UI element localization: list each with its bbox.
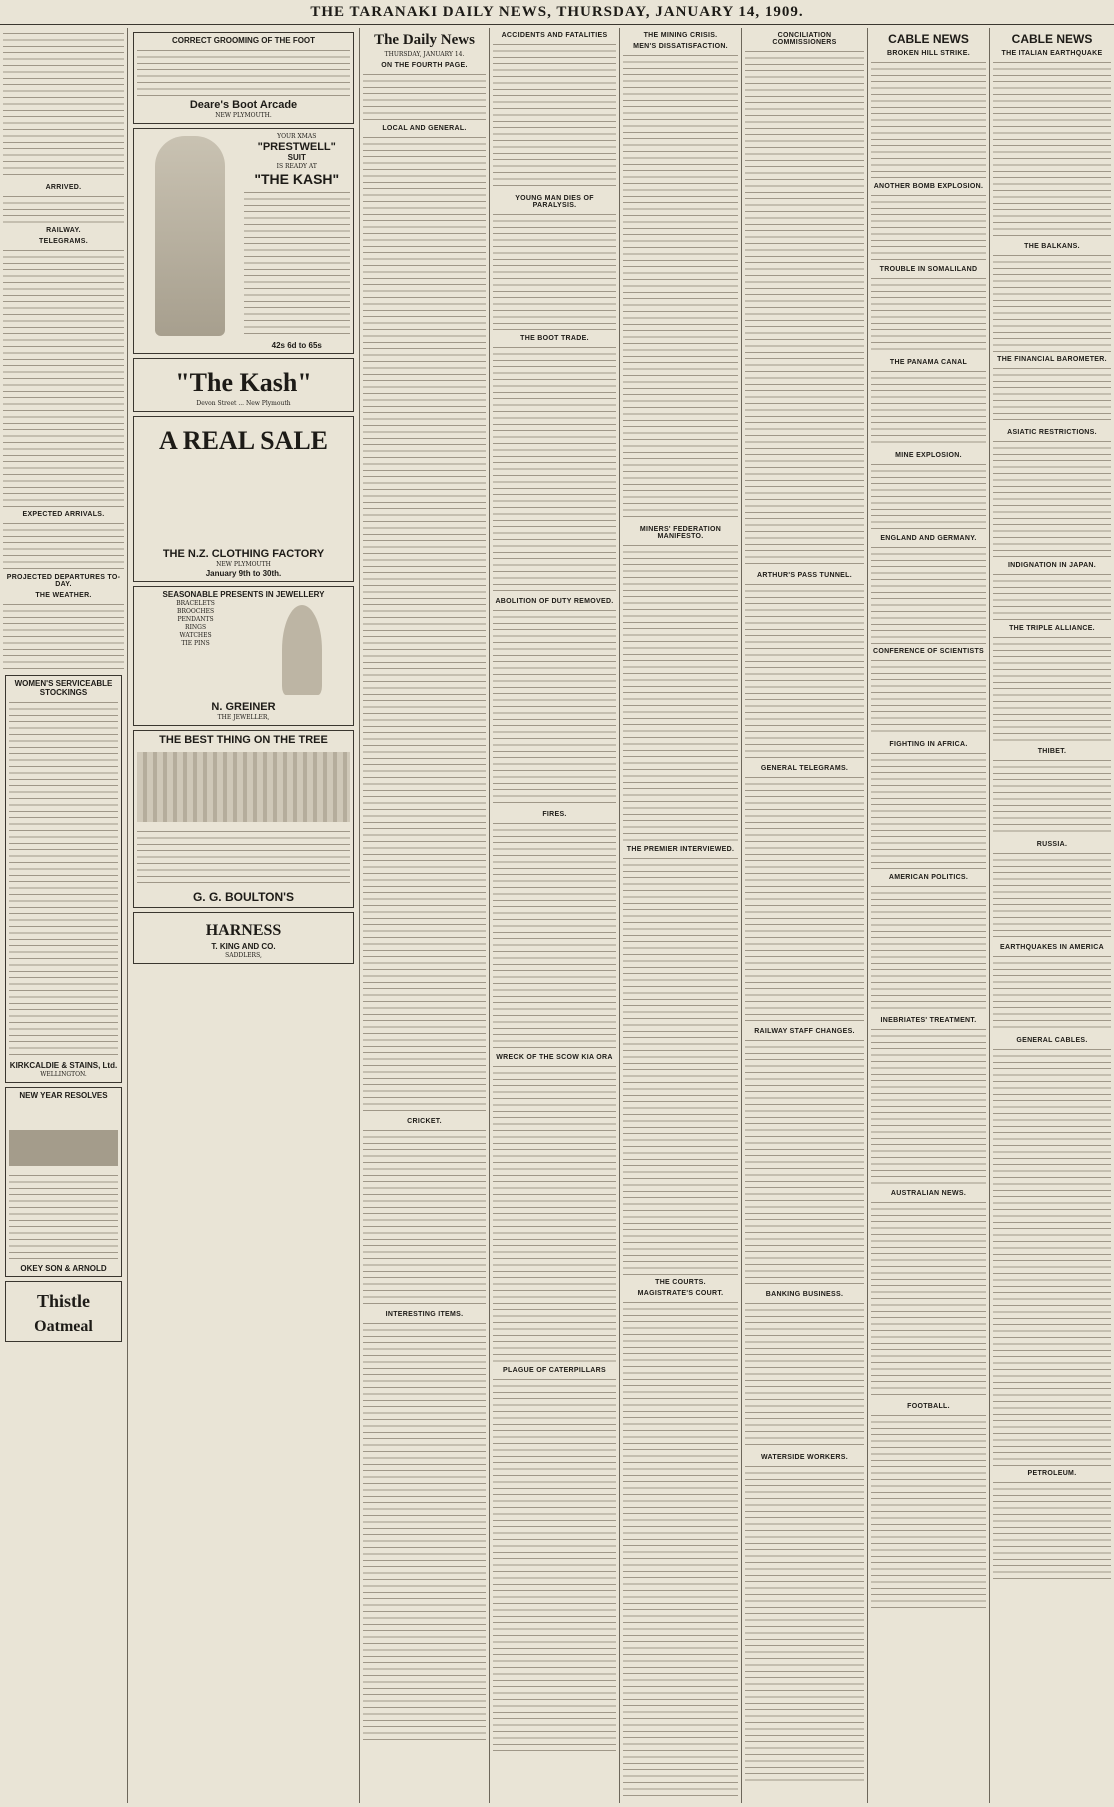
shipping-text (3, 30, 124, 180)
suit-figure-image (155, 136, 225, 336)
heading-arrived: ARRIVED. (45, 184, 82, 191)
heading-railway: RAILWAY. (46, 227, 81, 234)
pendant-image (282, 605, 322, 695)
column-daily-news: The Daily News THURSDAY, JANUARY 14. ON THE FOURTH PAGE. LOCAL AND GENERAL. CRICKET. INTERESTING ITEMS. (360, 28, 490, 1803)
cable-news-title-2: CABLE NEWS (1011, 32, 1093, 46)
kash-ad: "The Kash" Devon Street ... New Plymouth (133, 358, 354, 412)
column-accidents: ACCIDENTS AND FATALITIES YOUNG MAN DIES OF PARALYSIS. THE BOOT TRADE. ABOLITION OF DUTY REMOVED. FIRES. WRECK OF THE SCOW KIA ORA PLAGUE OF CATERPILLARS (490, 28, 620, 1803)
heading-telegrams: TELEGRAMS. (39, 238, 88, 245)
column-advertisements (128, 28, 360, 1803)
kash-suit-ad: YOUR XMAS "PRESTWELL" SUIT IS READY AT "THE KASH" 42s 6d to 65s (133, 128, 354, 354)
column-shipping (0, 28, 128, 1803)
heading-expected-arrivals: EXPECTED ARRIVALS. (22, 511, 105, 518)
column-conciliation: CONCILIATION COMMISSIONERS ARTHUR'S PASS TUNNEL. GENERAL TELEGRAMS. RAILWAY STAFF CHANGES. BANKING BUSINESS. WATERSIDE WORKERS. (742, 28, 868, 1803)
boulton-ad: THE BEST THING ON THE TREE G. G. BOULTON'S (133, 730, 354, 908)
masthead: THE TARANAKI DAILY NEWS, THURSDAY, JANUARY 14, 1909. (0, 0, 1114, 25)
thistle-oatmeal-ad: Thistle Oatmeal (5, 1281, 122, 1342)
heading-projected-departures: PROJECTED DEPARTURES TO-DAY. (6, 574, 121, 588)
stockings-ad: WOMEN'S SERVICEABLE STOCKINGS KIRKCALDIE & STAINS, Ltd. WELLINGTON. (5, 675, 122, 1083)
jewellery-ad: SEASONABLE PRESENTS IN JEWELLERY BRACELETS BROOCHES PENDANTS RINGS WATCHES TIE PINS N. GREINER THE JEWELLER, (133, 586, 354, 726)
column-cable-news-2: CABLE NEWS THE ITALIAN EARTHQUAKE THE BALKANS. THE FINANCIAL BAROMETER. ASIATIC RESTRICTIONS. INDIGNATION IN JAPAN. THE TRIPLE ALLIANCE. THIBET. RUSSIA. EARTHQUAKES IN AMERICA GENERAL CABLES. PETROLEUM. (990, 28, 1114, 1803)
real-sale-ad: A REAL SALE THE N.Z. CLOTHING FACTORY NEW PLYMOUTH January 9th to 30th. (133, 416, 354, 582)
pointing-hand-image (137, 458, 350, 548)
boot-arcade-ad: CORRECT GROOMING OF THE FOOT Deare's Boot Arcade NEW PLYMOUTH. (133, 32, 354, 124)
daily-news-title: The Daily News (374, 32, 475, 48)
column-mining-crisis: THE MINING CRISIS. MEN'S DISSATISFACTION. MINERS' FEDERATION MANIFESTO. THE PREMIER INTERVIEWED. THE COURTS. MAGISTRATE'S COURT. (620, 28, 742, 1803)
column-cable-news-1: CABLE NEWS BROKEN HILL STRIKE. ANOTHER BOMB EXPLOSION. TROUBLE IN SOMALILAND THE PANAMA CANAL MINE EXPLOSION. ENGLAND AND GERMANY. CONFERENCE OF SCIENTISTS FIGHTING IN AFRICA. AMERICAN POLITICS. INEBRIATES' TREATMENT. AUSTRALIAN NEWS. FOOTBALL. (868, 28, 990, 1803)
cable-news-title: CABLE NEWS (888, 32, 969, 46)
heading-weather: THE WEATHER. (35, 592, 92, 599)
new-year-ad: NEW YEAR RESOLVES OKEY SON & ARNOLD (5, 1087, 122, 1277)
harness-ad: HARNESS T. KING AND CO. SADDLERS, (133, 912, 354, 964)
christmas-tree-image (137, 752, 350, 822)
